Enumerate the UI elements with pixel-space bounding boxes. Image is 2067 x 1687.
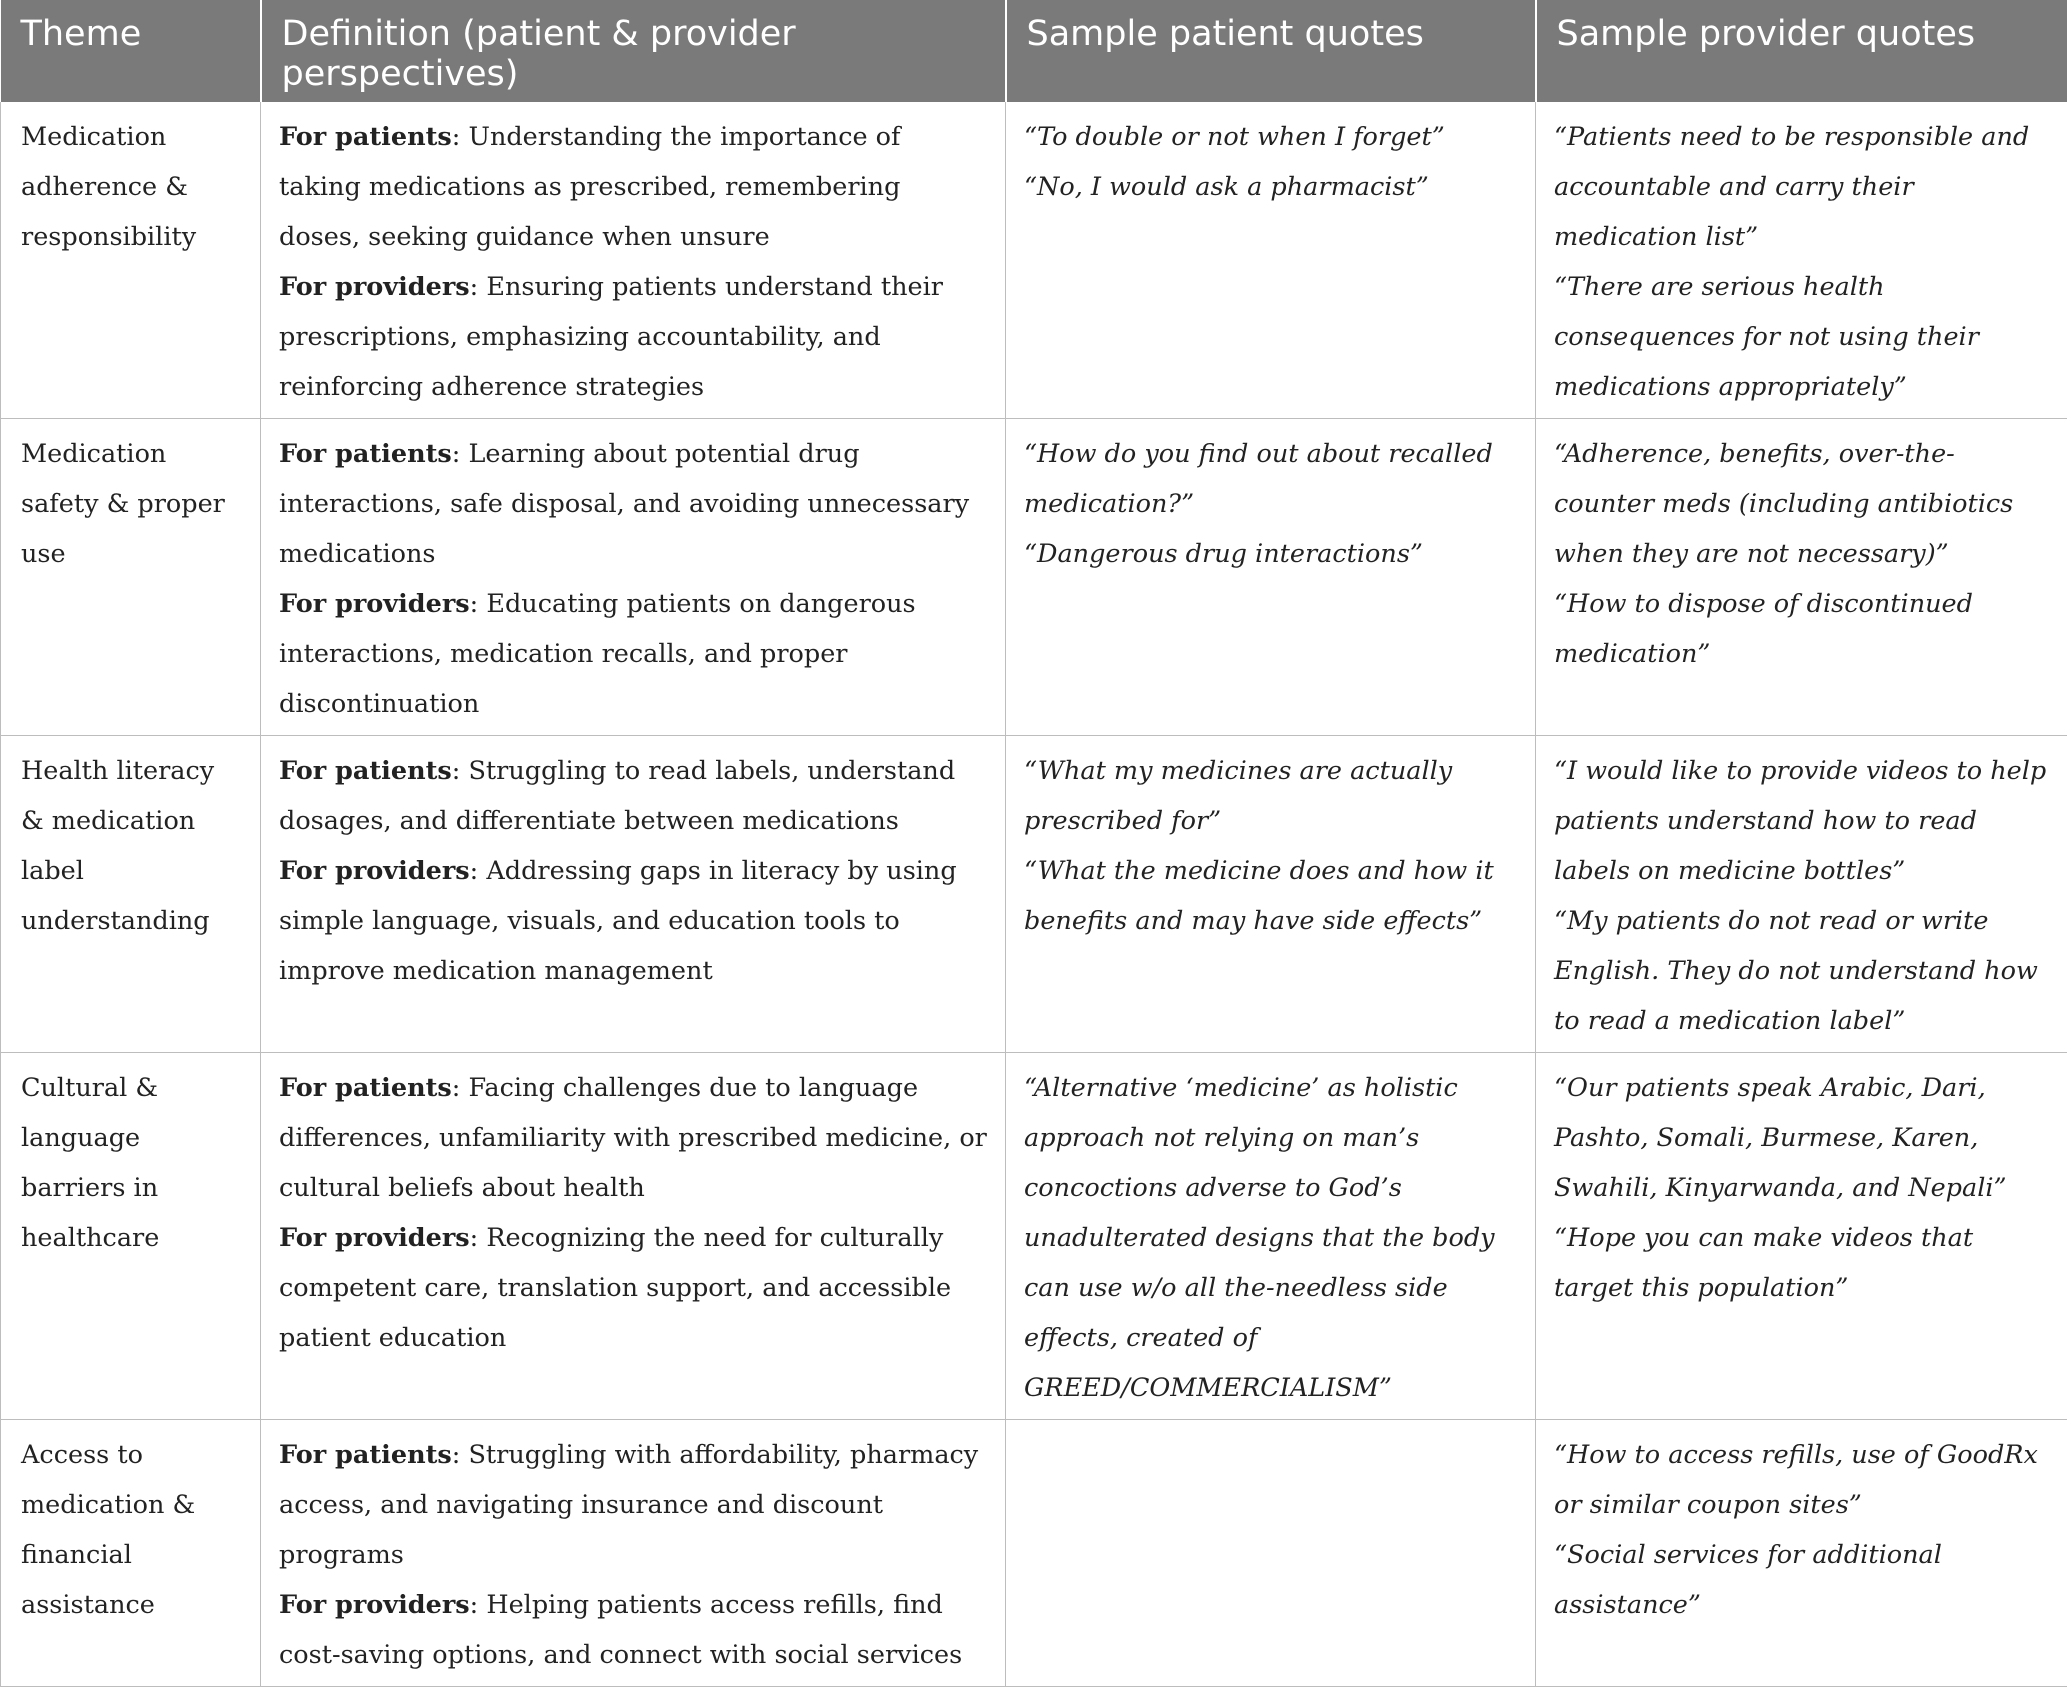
provider-quote: “Patients need to be responsible and accountable and carry their medication list” bbox=[1554, 112, 2049, 262]
definition-cell bbox=[261, 736, 1006, 1053]
patient-quote: “Alternative ‘medicine’ as holistic approach not relying on man’s concoctions adverse to God’s unadulterated designs that the body can use w/o all the-needless side effects, created of GREED/COMMERCIALISM” bbox=[1024, 1063, 1517, 1413]
provider-quote: “Social services for additional assistance” bbox=[1554, 1530, 2049, 1630]
header-patient-quotes: Sample patient quotes bbox=[1006, 0, 1536, 102]
header-provider-quotes: Sample provider quotes bbox=[1536, 0, 2067, 102]
table-row bbox=[1, 1053, 2067, 1420]
table-row bbox=[1, 1420, 2067, 1687]
header-definition: Definition (patient & provider perspectives) bbox=[261, 0, 1006, 102]
patient-quote: “What my medicines are actually prescribed for” bbox=[1024, 746, 1517, 846]
provider-quote: “My patients do not read or write English. They do not understand how to read a medication label” bbox=[1554, 896, 2049, 1046]
patients-label: For patients bbox=[279, 1073, 452, 1103]
providers-label: For providers bbox=[279, 272, 470, 302]
definition-cell bbox=[261, 419, 1006, 736]
patient-quote: “No, I would ask a pharmacist” bbox=[1024, 162, 1517, 212]
theme-cell: Medication safety & proper use bbox=[1, 419, 261, 736]
patients-text: : Facing challenges due to language differences, unfamiliarity with prescribed medicine, or cultural beliefs about health bbox=[279, 1073, 987, 1203]
patient-quotes-cell bbox=[1006, 1053, 1536, 1420]
provider-quotes-cell bbox=[1536, 1420, 2067, 1687]
providers-text: : Helping patients access refills, find cost-saving options, and connect with social services bbox=[279, 1590, 962, 1670]
patients-text: : Struggling to read labels, understand dosages, and differentiate between medications bbox=[279, 756, 955, 836]
patient-quotes-cell bbox=[1006, 1420, 1536, 1687]
provider-quotes-cell bbox=[1536, 736, 2067, 1053]
theme-cell: Health literacy & medication label understanding bbox=[1, 736, 261, 1053]
providers-label: For providers bbox=[279, 1223, 470, 1253]
provider-quotes-cell bbox=[1536, 1053, 2067, 1420]
provider-quote: “There are serious health consequences for not using their medications appropriately” bbox=[1554, 262, 2049, 412]
table-row bbox=[1, 102, 2067, 419]
provider-quote: “Our patients speak Arabic, Dari, Pashto, Somali, Burmese, Karen, Swahili, Kinyarwanda, and Nepali” bbox=[1554, 1063, 2049, 1213]
providers-label: For providers bbox=[279, 1590, 470, 1620]
patients-label: For patients bbox=[279, 756, 452, 786]
table-row bbox=[1, 736, 2067, 1053]
provider-quote: “I would like to provide videos to help patients understand how to read labels on medicine bottles” bbox=[1554, 746, 2049, 896]
definition-cell bbox=[261, 1053, 1006, 1420]
patients-text: : Understanding the importance of taking medications as prescribed, remembering doses, seeking guidance when unsure bbox=[279, 122, 900, 252]
patient-quote: “Dangerous drug interactions” bbox=[1024, 529, 1517, 579]
provider-quote: “Adherence, benefits, over-the-counter meds (including antibiotics when they are not necessary)” bbox=[1554, 429, 2049, 579]
provider-quote: “How to access refills, use of GoodRx or similar coupon sites” bbox=[1554, 1430, 2049, 1530]
patients-text: : Struggling with affordability, pharmacy access, and navigating insurance and discount programs bbox=[279, 1440, 978, 1570]
providers-text: : Ensuring patients understand their prescriptions, emphasizing accountability, and reinforcing adherence strategies bbox=[279, 272, 943, 402]
provider-quotes-cell bbox=[1536, 419, 2067, 736]
providers-text: : Educating patients on dangerous interactions, medication recalls, and proper discontinuation bbox=[279, 589, 916, 719]
patient-quote: “What the medicine does and how it benefits and may have side effects” bbox=[1024, 846, 1517, 946]
patients-text: : Learning about potential drug interactions, safe disposal, and avoiding unnecessary medications bbox=[279, 439, 969, 569]
providers-label: For providers bbox=[279, 856, 470, 886]
header-row bbox=[1, 0, 2067, 102]
theme-cell: Cultural & language barriers in healthcare bbox=[1, 1053, 261, 1420]
provider-quotes-cell bbox=[1536, 102, 2067, 419]
patients-label: For patients bbox=[279, 122, 452, 152]
provider-quote: “How to dispose of discontinued medication” bbox=[1554, 579, 2049, 679]
table-row bbox=[1, 419, 2067, 736]
patients-label: For patients bbox=[279, 1440, 452, 1470]
providers-text: : Recognizing the need for culturally competent care, translation support, and accessible patient education bbox=[279, 1223, 951, 1353]
patient-quote: “How do you find out about recalled medication?” bbox=[1024, 429, 1517, 529]
theme-cell: Access to medication & financial assistance bbox=[1, 1420, 261, 1687]
patient-quotes-cell bbox=[1006, 736, 1536, 1053]
patient-quotes-cell bbox=[1006, 102, 1536, 419]
definition-cell bbox=[261, 1420, 1006, 1687]
definition-cell bbox=[261, 102, 1006, 419]
theme-cell: Medication adherence & responsibility bbox=[1, 102, 261, 419]
patient-quotes-cell bbox=[1006, 419, 1536, 736]
patients-label: For patients bbox=[279, 439, 452, 469]
provider-quote: “Hope you can make videos that target this population” bbox=[1554, 1213, 2049, 1313]
header-theme: Theme bbox=[1, 0, 261, 102]
providers-label: For providers bbox=[279, 589, 470, 619]
patient-quote: “To double or not when I forget” bbox=[1024, 112, 1517, 162]
providers-text: : Addressing gaps in literacy by using simple language, visuals, and education tools to improve medication management bbox=[279, 856, 957, 986]
